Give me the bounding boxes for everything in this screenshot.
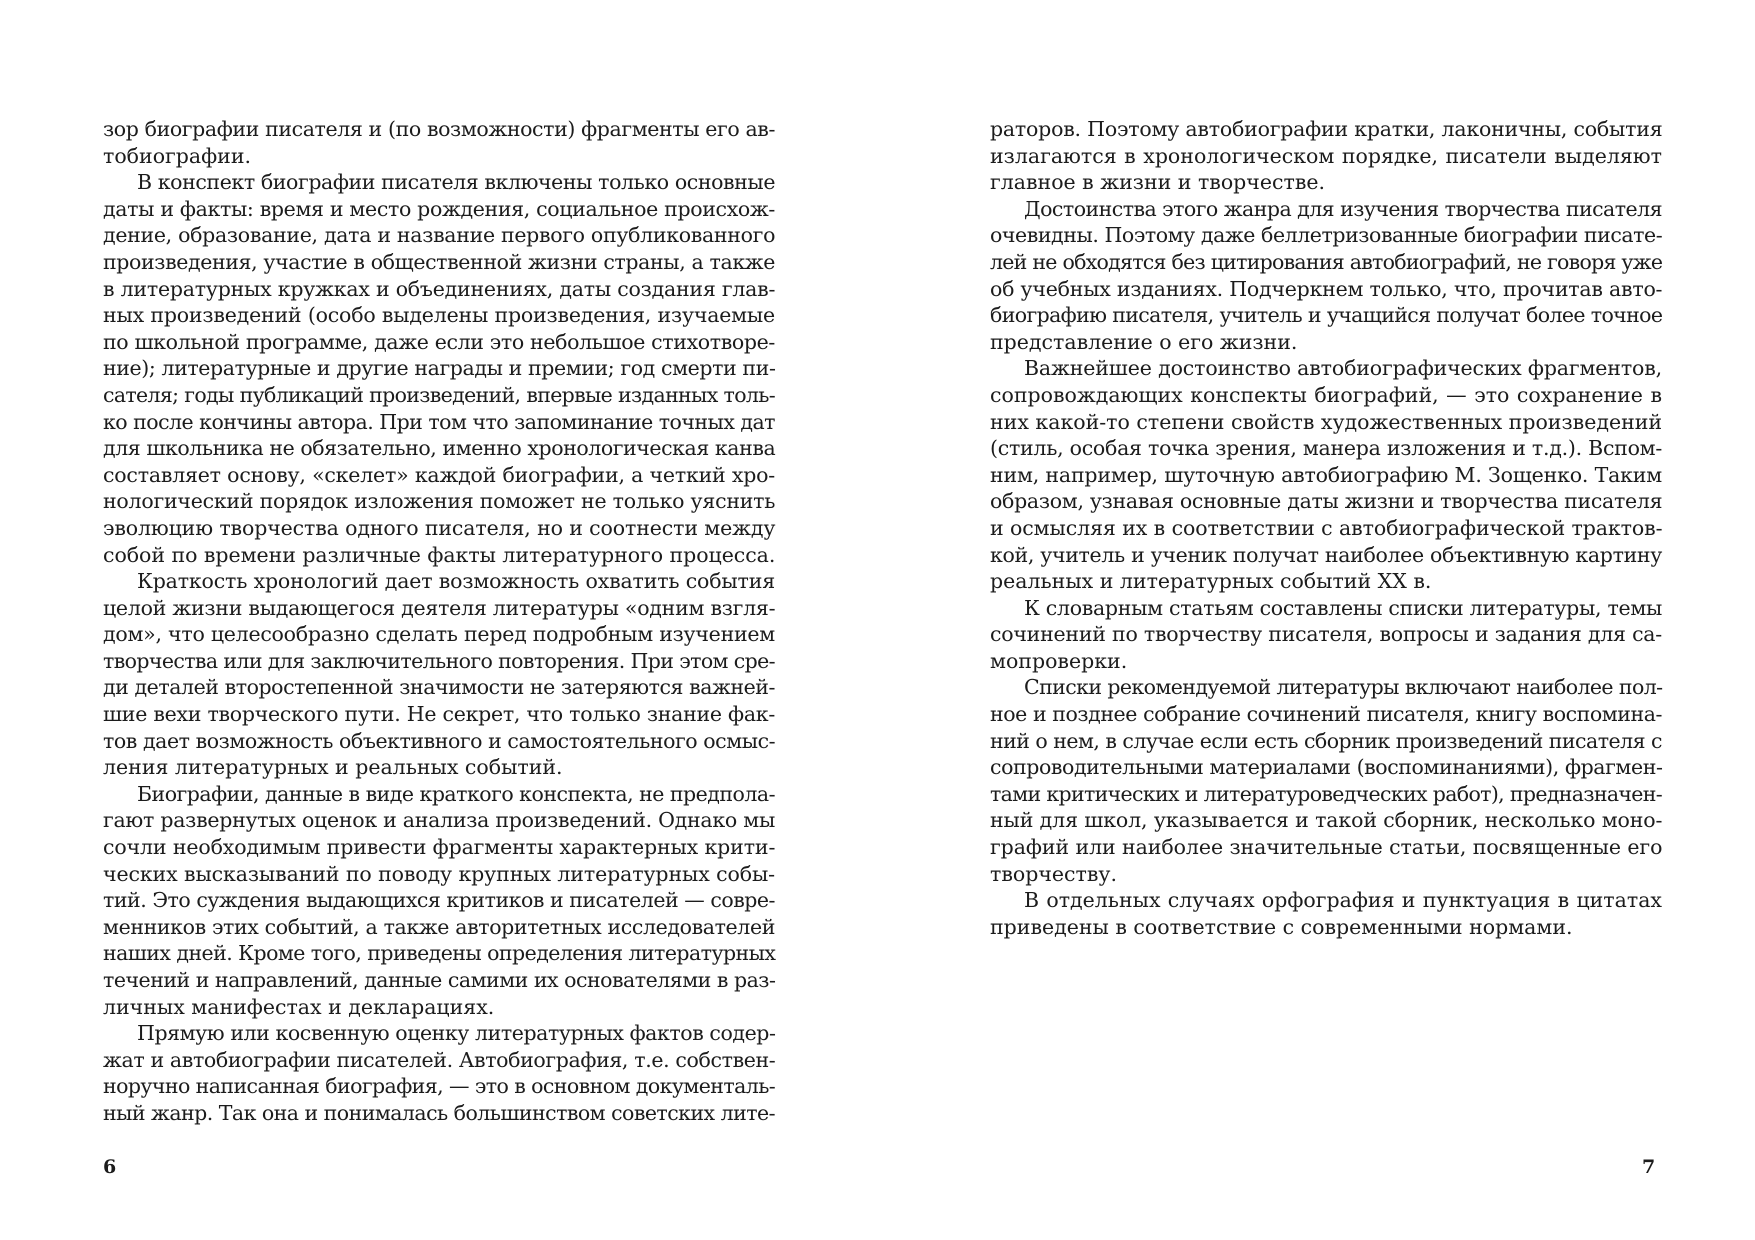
text-line: образом, узнавая основные даты жизни и творчества писателя (990, 489, 1663, 514)
text-line: Прямую или косвенную оценку литературных фактов содер- (137, 1021, 776, 1046)
text-line: главное в жизни и творчестве. (990, 170, 1326, 195)
text-line: В отдельных случаях орфография и пунктуация в цитатах (1024, 888, 1662, 913)
text-line: норучно написанная биография, — это в основном документаль- (103, 1074, 776, 1099)
right-page-text (990, 116, 1662, 940)
text-line: составляет основу, «скелет» каждой биографии, а четкий хро- (103, 462, 775, 487)
text-line: для школьника не обязательно, именно хронологическая канва (103, 436, 776, 461)
text-line: шие вехи творческого пути. Не секрет, что только знание фак- (103, 702, 775, 727)
text-line: произведения, участие в общественной жизни страны, а также (103, 249, 775, 274)
text-line: очевидны. Поэтому даже беллетризованные биографии писате- (990, 223, 1663, 248)
text-line: эволюцию творчества одного писателя, но и соотнести между (103, 515, 776, 540)
text-line: по школьной программе, даже если это небольшое стихотворе- (103, 329, 775, 354)
text-line: приведены в соответствие с современными нормами. (990, 914, 1573, 939)
right-page-number: 7 (1642, 1156, 1656, 1178)
text-line: тобиографии. (103, 143, 252, 168)
text-line: сателя; годы публикаций произведений, впервые изданных толь- (103, 382, 775, 407)
text-line: дение, образование, дата и название первого опубликованного (103, 223, 776, 248)
text-line: ления литературных и реальных событий. (103, 755, 563, 780)
text-line: жат и автобиографии писателей. Автобиография, т.е. собствен- (103, 1047, 776, 1072)
text-line: излагаются в хронологическом порядке, писатели выделяют (990, 143, 1662, 168)
text-line: тий. Это суждения выдающихся критиков и писателей — совре- (103, 888, 775, 913)
right-page (877, 0, 1755, 1240)
text-line: нологический порядок изложения поможет не только уяснить (103, 489, 776, 514)
text-line: ных произведений (особо выделены произведения, изучаемые (103, 303, 775, 328)
text-line: ный для школ, указывается и такой сборник, несколько моно- (990, 808, 1663, 833)
text-line: зор биографии писателя и (по возможности) фрагменты его ав- (103, 117, 775, 141)
text-line: реальных и литературных событий XX в. (990, 569, 1432, 594)
text-line: в литературных кружках и объединениях, даты создания глав- (103, 276, 776, 301)
text-line: тов дает возможность объективного и самостоятельного осмыс- (103, 728, 776, 753)
text-line: ний о нем, в случае если есть сборник произведений писателя с (990, 728, 1662, 753)
left-page-number: 6 (103, 1156, 117, 1178)
text-line: ди деталей второстепенной значимости не затеряются важней- (103, 675, 775, 700)
text-line: ним, например, шуточную автобиографию М. Зощенко. Таким (990, 462, 1662, 487)
text-line: сочли необходимым привести фрагменты характерных крити- (103, 835, 776, 860)
text-line: Биографии, данные в виде краткого конспекта, не предпола- (137, 781, 776, 806)
text-line: сочинений по творчеству писателя, вопросы и задания для са- (990, 622, 1662, 647)
text-line: творчеству. (990, 861, 1117, 886)
text-line: представление о его жизни. (990, 329, 1298, 354)
text-line: сопровождающих конспекты биографий, — это сохранение в (990, 382, 1662, 407)
text-line: них какой-то степени свойств художественных произведений (990, 409, 1663, 434)
text-line: личных манифестах и декларациях. (103, 994, 495, 1019)
text-line: Достоинства этого жанра для изучения творчества писателя (1024, 196, 1663, 221)
text-line: наших дней. Кроме того, приведены определения литературных (103, 941, 776, 966)
left-page (0, 0, 877, 1240)
text-line: дом», что целесообразно сделать перед подробным изучением (103, 622, 775, 647)
text-line: Важнейшее достоинство автобиографических фрагментов, (1024, 356, 1663, 381)
text-line: сопроводительными материалами (воспоминаниями), фрагмен- (990, 755, 1663, 780)
text-line: В конспект биографии писателя включены только основные (137, 170, 776, 195)
text-line: тами критических и литературоведческих работ), предназначен- (990, 781, 1662, 806)
text-line: собой по времени различные факты литературного процесса. (103, 542, 776, 567)
text-line: и осмысляя их в соответствии с автобиографической трактов- (990, 515, 1663, 540)
text-line: ный жанр. Так она и понималась большинством советских лите- (103, 1100, 775, 1125)
text-line: биографию писателя, учитель и учащийся получат более точное (990, 303, 1663, 328)
text-line: гают развернутых оценок и анализа произведений. Однако мы (103, 808, 776, 833)
text-line: творчества или для заключительного повторения. При этом сре- (103, 648, 775, 673)
text-line: об учебных изданиях. Подчеркнем только, что, прочитав авто- (990, 276, 1663, 301)
text-line: графий или наиболее значительные статьи, посвященные его (990, 835, 1663, 860)
text-line: целой жизни выдающегося деятеля литературы «одним взгля- (103, 595, 776, 620)
text-line: Списки рекомендуемой литературы включают наиболее пол- (1024, 675, 1663, 700)
text-line: ние); литературные и другие награды и премии; год смерти пи- (103, 356, 776, 381)
text-line: ческих высказываний по поводу крупных литературных собы- (103, 861, 775, 886)
text-line: даты и факты: время и место рождения, социальное происхож- (103, 196, 775, 221)
text-line: ко после кончины автора. При том что запоминание точных дат (103, 409, 775, 434)
text-line: К словарным статьям составлены списки литературы, темы (1024, 595, 1662, 620)
text-line: (стиль, особая точка зрения, манера изложения и т.д.). Вспом- (990, 436, 1662, 461)
text-line: течений и направлений, данные самими их основателями в раз- (103, 968, 776, 992)
left-page-text (103, 116, 775, 1127)
text-line: менников этих событий, а также авторитетных исследователей (103, 914, 775, 939)
text-line: Краткость хронологий дает возможность охватить события (137, 569, 775, 594)
text-line: раторов. Поэтому автобиографии кратки, лаконичны, события (990, 117, 1663, 141)
text-line: ное и позднее собрание сочинений писателя, книгу воспомина- (990, 702, 1662, 727)
text-line: лей не обходятся без цитирования автобиографий, не говоря уже (990, 249, 1663, 274)
text-line: кой, учитель и ученик получат наиболее объективную картину (990, 542, 1662, 567)
text-line: мопроверки. (990, 648, 1128, 673)
